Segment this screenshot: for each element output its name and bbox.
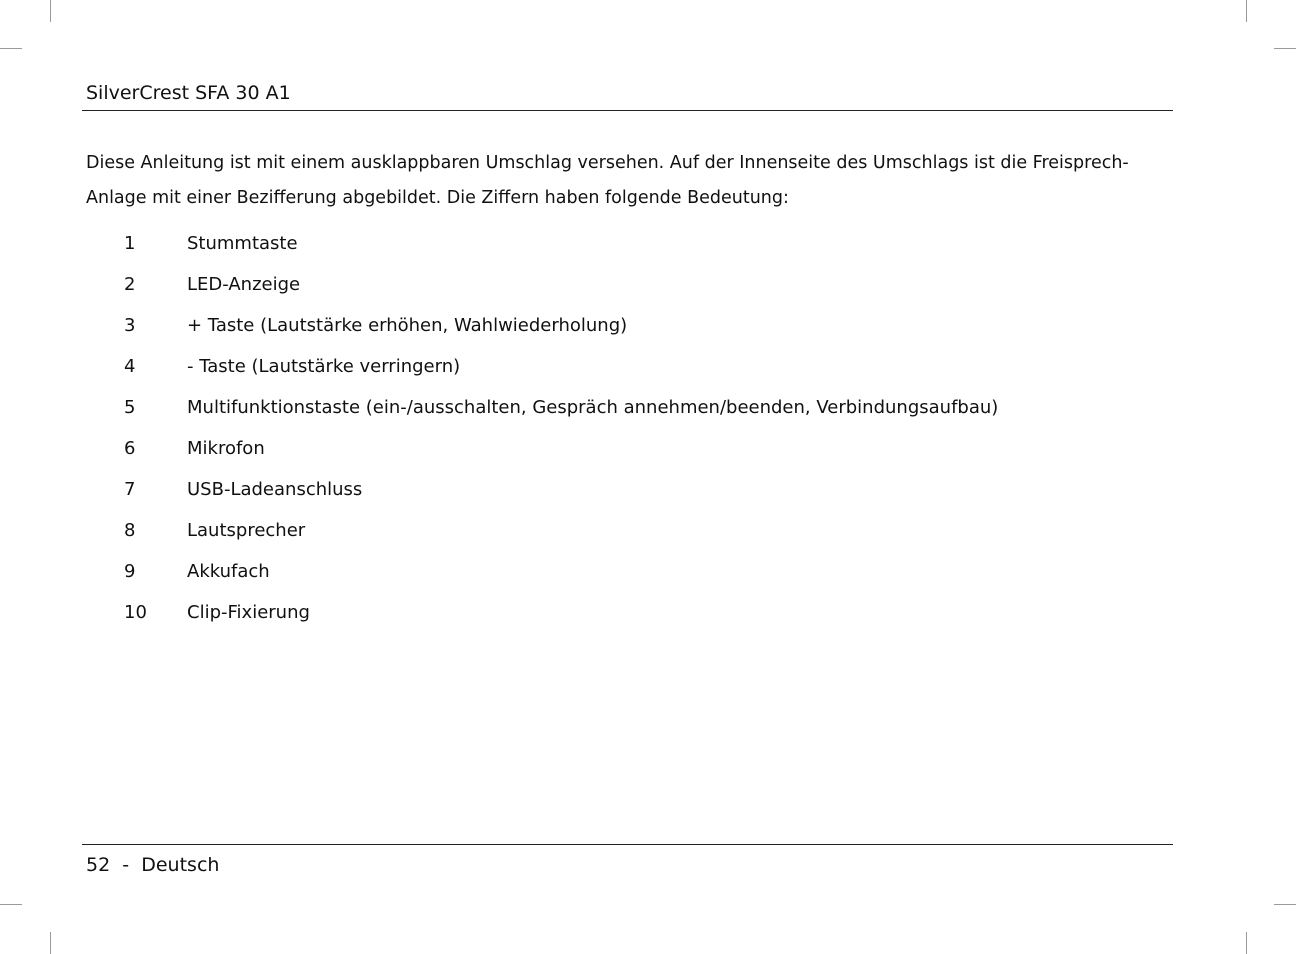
page-header-title: SilverCrest SFA 30 A1	[86, 82, 291, 104]
legend-item-number: 3	[124, 315, 136, 336]
crop-mark-bottom-left-vertical	[50, 932, 51, 954]
legend-item-label: USB-Ladeanschluss	[187, 479, 363, 500]
legend-item-number: 10	[124, 602, 147, 623]
crop-mark-top-left-vertical	[50, 0, 51, 22]
intro-line-2: Anlage mit einer Bezifferung abgebildet. Die Ziffern haben folgende Bedeutung:	[86, 188, 789, 208]
legend-item-label: Multifunktionstaste (ein-/ausschalten, Gespräch annehmen/beenden, Verbindungsaufbau)	[187, 397, 999, 418]
legend-item-number: 5	[124, 397, 136, 418]
crop-mark-top-right-vertical	[1246, 0, 1247, 22]
footer-divider	[82, 844, 1173, 845]
legend-item-number: 8	[124, 520, 136, 541]
legend-item-number: 6	[124, 438, 136, 459]
legend-item-number: 2	[124, 274, 136, 295]
legend-item-label: LED-Anzeige	[187, 274, 301, 295]
legend-item-number: 4	[124, 356, 136, 377]
page-number: 52	[86, 854, 111, 876]
crop-mark-bottom-right-horizontal	[1274, 904, 1296, 905]
crop-mark-top-right-horizontal	[1274, 48, 1296, 49]
legend-item-number: 1	[124, 233, 136, 254]
legend-item-label: Stummtaste	[187, 233, 298, 254]
legend-item-number: 9	[124, 561, 136, 582]
page-footer	[86, 852, 219, 878]
legend-item-label: - Taste (Lautstärke verringern)	[187, 356, 461, 377]
crop-mark-bottom-right-vertical	[1246, 932, 1247, 954]
legend-item-label: + Taste (Lautstärke erhöhen, Wahlwiederholung)	[187, 315, 628, 336]
intro-line-1: Diese Anleitung ist mit einem ausklappbaren Umschlag versehen. Auf der Innenseite des Umschlags ist die Freisprech-	[86, 153, 1129, 173]
crop-mark-top-left-horizontal	[0, 48, 22, 49]
footer-language: Deutsch	[141, 854, 220, 876]
legend-item-label: Akkufach	[187, 561, 270, 582]
legend-item-number: 7	[124, 479, 136, 500]
intro-paragraph	[86, 146, 1176, 216]
legend-item-label: Mikrofon	[187, 438, 265, 459]
header-divider	[82, 110, 1173, 111]
crop-mark-bottom-left-horizontal	[0, 904, 22, 905]
legend-item-label: Clip-Fixierung	[187, 602, 310, 623]
footer-separator: -	[122, 854, 130, 876]
legend-item-label: Lautsprecher	[187, 520, 306, 541]
